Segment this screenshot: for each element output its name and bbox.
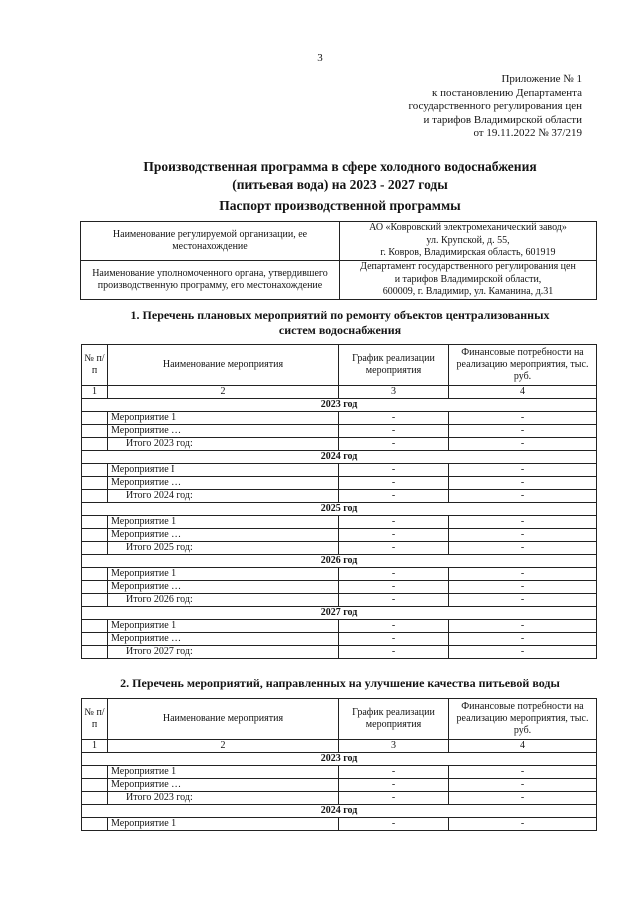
year-label: 2023 год: [82, 399, 597, 412]
table-header-row: [82, 345, 597, 386]
measure-name: Мероприятие 1: [108, 412, 339, 425]
year-label: 2024 год: [82, 451, 597, 464]
table-row: [82, 620, 597, 633]
year-label: 2026 год: [82, 555, 597, 568]
schedule-cell: -: [339, 581, 449, 594]
passport-value-line: ул. Крупской, д. 55,: [426, 234, 510, 246]
table-row: [82, 568, 597, 581]
col-number: 3: [339, 386, 449, 399]
table-row: [82, 581, 597, 594]
schedule-cell: -: [339, 516, 449, 529]
total-row: [82, 646, 597, 659]
total-label: Итого 2027 год:: [108, 646, 339, 659]
total-label: Итого 2025 год:: [108, 542, 339, 555]
measure-name: Мероприятие …: [108, 529, 339, 542]
finance-cell: -: [449, 464, 597, 477]
schedule-cell: -: [339, 792, 449, 805]
header-name: Наименование мероприятия: [108, 699, 339, 740]
finance-cell: -: [449, 412, 597, 425]
passport-value: [340, 261, 597, 300]
finance-cell: -: [449, 633, 597, 646]
table-row: [82, 818, 597, 831]
passport-row: [81, 261, 597, 300]
schedule-cell: -: [339, 425, 449, 438]
schedule-cell: -: [339, 594, 449, 607]
total-row: [82, 594, 597, 607]
passport-row: [81, 222, 597, 261]
document-title: [90, 158, 590, 194]
finance-cell: -: [449, 792, 597, 805]
header-num: № п/п: [82, 345, 108, 386]
table-row: [82, 779, 597, 792]
passport-label: Наименование уполномоченного органа, утвердившего производственную программу, его местонахождение: [81, 261, 340, 300]
table-row: [82, 529, 597, 542]
appendix-line: к постановлению Департамента: [431, 86, 582, 99]
page-number: 3: [317, 52, 323, 64]
total-row: [82, 542, 597, 555]
schedule-cell: -: [339, 412, 449, 425]
col-number: 3: [339, 740, 449, 753]
measure-name: Мероприятие …: [108, 477, 339, 490]
year-row: [82, 753, 597, 766]
finance-cell: -: [449, 529, 597, 542]
col-number: 2: [108, 386, 339, 399]
col-number: 4: [449, 740, 597, 753]
table-row: [82, 412, 597, 425]
schedule-cell: -: [339, 818, 449, 831]
year-label: 2025 год: [82, 503, 597, 516]
table-row: [82, 477, 597, 490]
water-quality-measures-table: [81, 698, 597, 831]
schedule-cell: -: [339, 633, 449, 646]
total-label: Итого 2023 год:: [108, 438, 339, 451]
total-label: Итого 2023 год:: [108, 792, 339, 805]
finance-cell: -: [449, 425, 597, 438]
table-row: [82, 633, 597, 646]
table-row: [82, 425, 597, 438]
year-row: [82, 805, 597, 818]
measure-name: Мероприятие …: [108, 779, 339, 792]
measure-name: Мероприятие 1: [108, 818, 339, 831]
year-row: [82, 555, 597, 568]
table-header-row: [82, 699, 597, 740]
finance-cell: -: [449, 568, 597, 581]
year-label: 2027 год: [82, 607, 597, 620]
year-row: [82, 503, 597, 516]
measure-name: Мероприятие 1: [108, 516, 339, 529]
passport-value-line: и тарифов Владимирской области,: [394, 273, 542, 285]
title-line: Производственная программа в сфере холодного водоснабжения: [143, 159, 537, 174]
appendix-line: от 19.11.2022 № 37/219: [473, 127, 582, 139]
header-num: № п/п: [82, 699, 108, 740]
col-number: 1: [82, 740, 108, 753]
measure-name: Мероприятие I: [108, 464, 339, 477]
passport-value-line: Департамент государственного регулирования цен: [360, 261, 576, 273]
year-row: [82, 607, 597, 620]
measure-name: Мероприятие 1: [108, 620, 339, 633]
measure-name: Мероприятие …: [108, 581, 339, 594]
table-row: [82, 464, 597, 477]
schedule-cell: -: [339, 490, 449, 503]
schedule-cell: -: [339, 620, 449, 633]
measure-name: Мероприятие …: [108, 425, 339, 438]
appendix-line: Приложение № 1: [501, 73, 582, 85]
total-row: [82, 438, 597, 451]
schedule-cell: -: [339, 542, 449, 555]
schedule-cell: -: [339, 477, 449, 490]
finance-cell: -: [449, 516, 597, 529]
appendix-block: [322, 73, 582, 141]
finance-cell: -: [449, 594, 597, 607]
schedule-cell: -: [339, 779, 449, 792]
section-heading-line: 1. Перечень плановых мероприятий по ремонту объектов централизованных: [130, 308, 550, 322]
measure-name: Мероприятие …: [108, 633, 339, 646]
header-schedule: График реализации мероприятия: [339, 345, 449, 386]
header-name: Наименование мероприятия: [108, 345, 339, 386]
passport-value-line: АО «Ковровский электромеханический завод»: [369, 222, 567, 234]
column-number-row: [82, 740, 597, 753]
repair-measures-table: [81, 344, 597, 659]
header-schedule: График реализации мероприятия: [339, 699, 449, 740]
table-row: [82, 516, 597, 529]
appendix-line: и тарифов Владимирской области: [423, 113, 582, 126]
section-heading-line: систем водоснабжения: [278, 323, 402, 337]
section2-heading: 2. Перечень мероприятий, направленных на улучшение качества питьевой воды: [120, 676, 560, 690]
total-label: Итого 2026 год:: [108, 594, 339, 607]
title-line: (питьевая вода) на 2023 - 2027 годы: [232, 177, 448, 192]
passport-value-line: г. Ковров, Владимирская область, 601919: [380, 247, 556, 259]
measure-name: Мероприятие 1: [108, 766, 339, 779]
schedule-cell: -: [339, 568, 449, 581]
header-finance: Финансовые потребности на реализацию мероприятия, тыс. руб.: [449, 345, 597, 386]
passport-table: [80, 221, 597, 300]
finance-cell: -: [449, 542, 597, 555]
measure-name: Мероприятие 1: [108, 568, 339, 581]
total-label: Итого 2024 год:: [108, 490, 339, 503]
column-number-row: [82, 386, 597, 399]
col-number: 2: [108, 740, 339, 753]
passport-value: [340, 222, 597, 261]
passport-label: Наименование регулируемой организации, ее местонахождение: [81, 222, 340, 261]
passport-value-line: 600009, г. Владимир, ул. Каманина, д.31: [382, 286, 554, 298]
col-number: 4: [449, 386, 597, 399]
total-row: [82, 792, 597, 805]
schedule-cell: -: [339, 646, 449, 659]
finance-cell: -: [449, 779, 597, 792]
schedule-cell: -: [339, 529, 449, 542]
schedule-cell: -: [339, 464, 449, 477]
col-number: 1: [82, 386, 108, 399]
schedule-cell: -: [339, 766, 449, 779]
appendix-line: государственного регулирования цен: [408, 100, 582, 112]
finance-cell: -: [449, 438, 597, 451]
section1-heading: [100, 308, 580, 338]
finance-cell: -: [449, 646, 597, 659]
finance-cell: -: [449, 581, 597, 594]
total-row: [82, 490, 597, 503]
finance-cell: -: [449, 766, 597, 779]
passport-heading: Паспорт производственной программы: [219, 198, 461, 213]
year-row: [82, 399, 597, 412]
finance-cell: -: [449, 490, 597, 503]
table-row: [82, 766, 597, 779]
year-label: 2023 год: [82, 753, 597, 766]
finance-cell: -: [449, 818, 597, 831]
year-row: [82, 451, 597, 464]
finance-cell: -: [449, 620, 597, 633]
year-label: 2024 год: [82, 805, 597, 818]
header-finance: Финансовые потребности на реализацию мероприятия, тыс. руб.: [449, 699, 597, 740]
schedule-cell: -: [339, 438, 449, 451]
finance-cell: -: [449, 477, 597, 490]
